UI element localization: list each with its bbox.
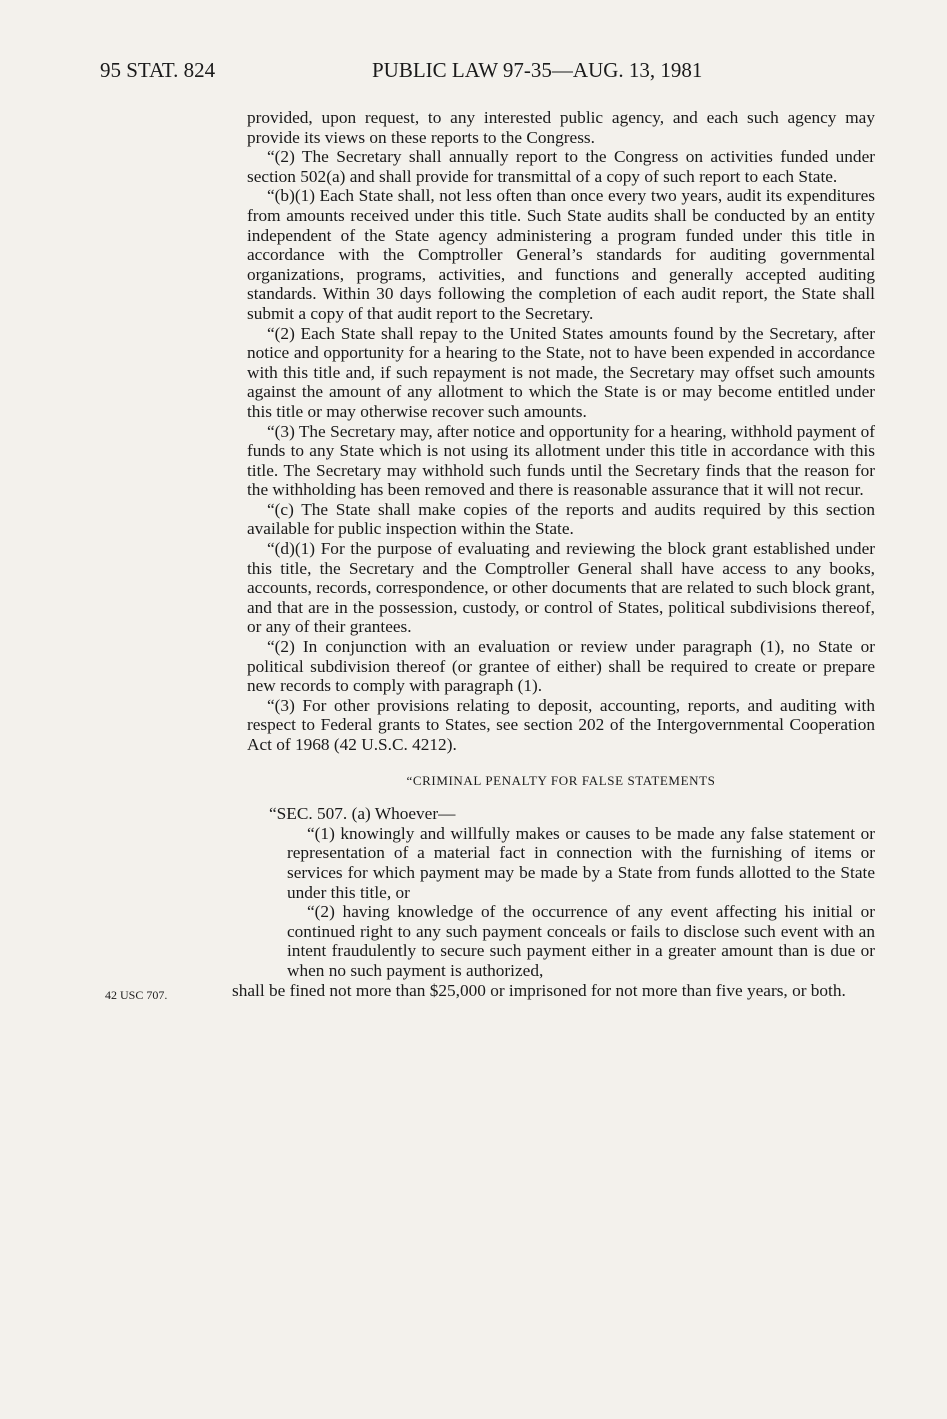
paragraph: “(d)(1) For the purpose of evaluating and reviewing the block grant established under this title, the Secretary and the Comptroller General shall have access to any books, accounts, records, correspondence, or other documents that are related to such block grant, and that are in the possession, custody, or control of States, political subdivisions thereof, or any of their grantees. xyxy=(247,539,875,637)
page-reference: 95 STAT. 824 xyxy=(100,58,216,82)
paragraph: “(3) For other provisions relating to deposit, accounting, reports, and auditing with respect to Federal grants to States, see section 202 of the Intergovernmental Cooperation Act of 1968 (42 U.S.C. 4212). xyxy=(247,695,875,754)
closing-clause: shall be fined not more than $25,000 or imprisoned for not more than five years, or both. xyxy=(232,980,846,1000)
paragraph: “(b)(1) Each State shall, not less often than once every two years, audit its expenditures from amounts received under this title. Such State audits shall be conducted by an entity independent of the State agency administering a program funded under this title in accordance with the Comptroller General’s standards for auditing governmental organizations, programs, activities, and functions and generally accepted auditing standards. Within 30 days following the completion of each audit report, the State shall submit a copy of that audit report to the Secretary. xyxy=(247,186,875,323)
paragraph: “(3) The Secretary may, after notice and opportunity for a hearing, withhold payment of funds to any State which is not using its allotment under this title in accordance with this title. The Secretary may withhold such funds until the Secretary finds that the reason for the withholding has been removed and there is reasonable assurance that it will not recur. xyxy=(247,421,875,500)
section-heading: “CRIMINAL PENALTY FOR FALSE STATEMENTS xyxy=(406,772,716,788)
margin-citation: 42 USC 707. xyxy=(105,988,168,1002)
list-item: “(2) having knowledge of the occurrence of any event affecting his initial or continued right to any such payment conceals or fails to disclose such event with an intent fraudulently to secure such payment either in a greater amount than is due or when no such payment is authorized, xyxy=(287,902,875,980)
list-item: “(1) knowingly and willfully makes or causes to be made any false statement or representation of a material fact in connection with the furnishing of items or services for which payment may be made by a State from funds allotted to the State under this title, or xyxy=(287,823,875,902)
paragraph: “(2) The Secretary shall annually report to the Congress on activities funded under section 502(a) and shall provide for transmittal of a copy of such report to each State. xyxy=(247,147,875,186)
law-title: PUBLIC LAW 97-35—AUG. 13, 1981 xyxy=(372,58,703,82)
paragraph-continuation: provided, upon request, to any interested public agency, and each such agency may provide its views on these reports to the Congress. xyxy=(247,108,875,147)
page-header xyxy=(100,58,860,90)
paragraph: “(2) In conjunction with an evaluation or review under paragraph (1), no State or political subdivision thereof (or grantee of either) shall be required to create or prepare new records to comply with paragraph (1). xyxy=(247,637,875,696)
body-text xyxy=(232,108,875,1000)
section-lead: “SEC. 507. (a) Whoever— xyxy=(269,804,456,824)
paragraph: “(c) The State shall make copies of the reports and audits required by this section available for public inspection within the State. xyxy=(247,499,875,539)
paragraph: “(2) Each State shall repay to the United States amounts found by the Secretary, after notice and opportunity for a hearing to the State, not to have been expended in accordance with this title and, if such repayment is not made, the Secretary may offset such amounts against the amount of any allotment to which the State is or may become entitled under this title or may otherwise recover such amounts. xyxy=(247,323,875,421)
